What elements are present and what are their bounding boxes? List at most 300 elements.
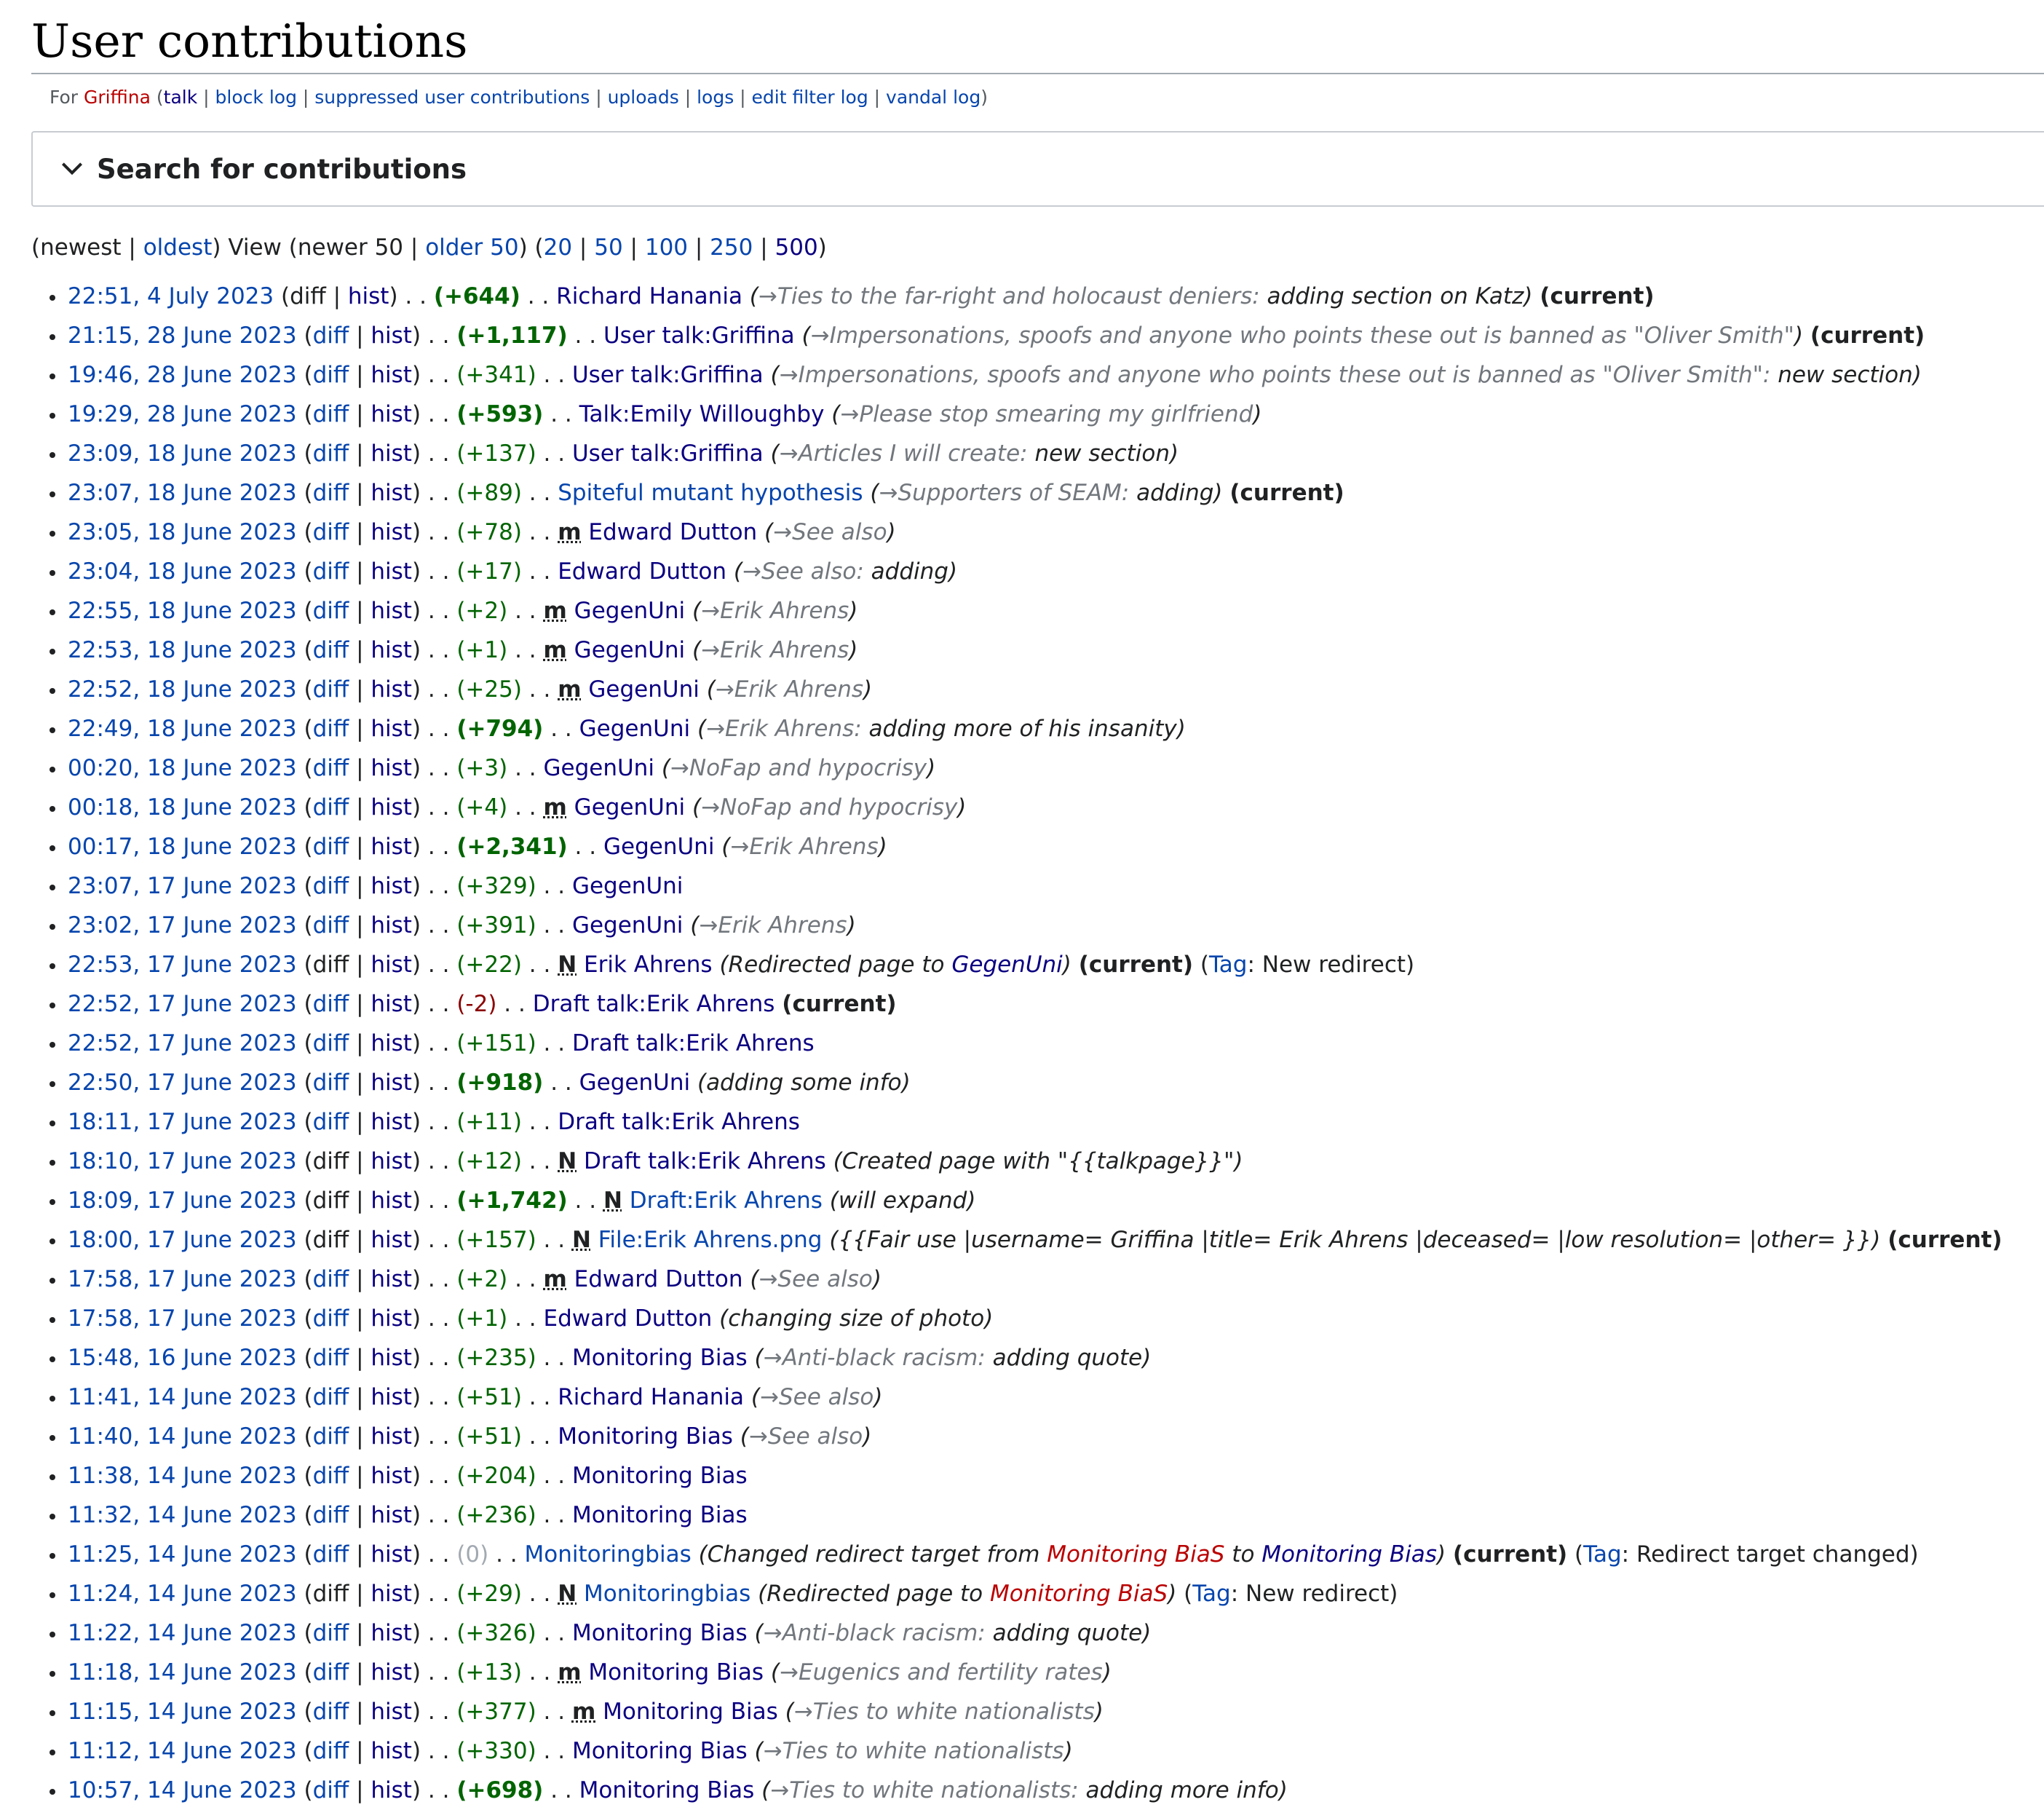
edit-summary: (→NoFap and hypocrisy) (661, 755, 936, 781)
size-change: (+2) (456, 598, 508, 624)
size-change: (+329) (456, 873, 536, 899)
hist-link[interactable]: hist (371, 362, 412, 388)
size-change: (+235) (456, 1345, 536, 1371)
timestamp-link[interactable]: 11:22, 14 June 2023 (68, 1620, 297, 1646)
diff-link[interactable]: diff (312, 440, 349, 467)
hist-link[interactable]: hist (371, 1109, 412, 1135)
search-contributions-toggle[interactable] (31, 131, 2044, 207)
size-change: (+326) (456, 1620, 536, 1646)
hist-link[interactable]: hist (371, 637, 412, 663)
hist-link[interactable]: hist (371, 480, 412, 506)
section-link[interactable]: →Ties to white nationalists (793, 1699, 1095, 1725)
section-link[interactable]: →Impersonations, spoofs and anyone who points these out is banned as "Oliver Smith" (810, 323, 1794, 349)
size-change: (+698) (456, 1777, 544, 1803)
list-item: 22:51, 4 July 2023 (diff | hist) . . (+644) . . Richard Hanania (→Ties to the far-right and holocaust deniers: adding section on Katz) (current) (31, 277, 2044, 316)
page-link[interactable]: GegenUni (571, 873, 684, 899)
hist-link[interactable]: hist (371, 991, 412, 1017)
page-link[interactable]: Monitoring Bias (588, 1659, 764, 1685)
limit-50-link[interactable]: 50 (594, 234, 623, 261)
hist-link[interactable]: hist (371, 1699, 412, 1725)
page-link[interactable]: Talk:Emily Willoughby (579, 401, 825, 427)
edit-summary: (→Eugenics and fertility rates) (770, 1659, 1112, 1685)
redirect-target-link[interactable]: GegenUni (951, 952, 1063, 978)
size-change: (+1) (456, 637, 508, 663)
section-link[interactable]: →Erik Ahrens (715, 676, 864, 703)
current-badge: (current) (1229, 480, 1344, 506)
timestamp-link[interactable]: 22:53, 18 June 2023 (68, 637, 297, 663)
hist-link[interactable]: hist (371, 716, 412, 742)
timestamp-link[interactable]: 22:52, 18 June 2023 (68, 676, 297, 703)
hist-link[interactable]: hist (371, 1541, 412, 1568)
minor-edit-flag: m (558, 519, 582, 545)
page-link[interactable]: Monitoringbias (524, 1541, 692, 1568)
hist-link[interactable]: hist (371, 1777, 412, 1803)
section-link[interactable]: →NoFap and hypocrisy (701, 794, 958, 821)
diff-link[interactable]: diff (312, 716, 349, 742)
page-link[interactable]: GegenUni (588, 676, 700, 703)
diff-link[interactable]: diff (312, 480, 349, 506)
hist-link[interactable]: hist (371, 1502, 412, 1528)
timestamp-link[interactable]: 23:02, 17 June 2023 (68, 912, 297, 938)
hist-link[interactable]: hist (371, 519, 412, 545)
limit-20-link[interactable]: 20 (543, 234, 573, 261)
edit-summary: (→Impersonations, spoofs and anyone who points these out is banned as "Oliver Smith": new section) (770, 362, 1922, 388)
hist-link[interactable]: hist (371, 1305, 412, 1332)
diff-label: diff (312, 952, 349, 978)
timestamp-link[interactable]: 22:51, 4 July 2023 (68, 283, 274, 309)
diff-link[interactable]: diff (312, 1070, 349, 1096)
section-link[interactable]: →Please stop smearing my girlfriend (840, 401, 1253, 427)
list-item: 17:58, 17 June 2023 (diff | hist) . . (+1) . . Edward Dutton (changing size of photo) (31, 1299, 2044, 1338)
edit-summary: (→Anti-black racism: adding quote) (754, 1620, 1152, 1646)
section-link[interactable]: →Impersonations, spoofs and anyone who points these out is banned as "Oliver Smith": (779, 362, 1771, 388)
timestamp-link[interactable]: 11:41, 14 June 2023 (68, 1384, 297, 1410)
logs-link[interactable]: logs (697, 87, 734, 108)
timestamp-link[interactable]: 22:55, 18 June 2023 (68, 598, 297, 624)
newest-label: newest (40, 234, 122, 261)
diff-link[interactable]: diff (312, 912, 349, 938)
hist-link[interactable]: hist (371, 873, 412, 899)
redirect-target-link[interactable]: Monitoring Bias (1261, 1541, 1437, 1568)
section-link[interactable]: →Erik Ahrens (730, 834, 879, 860)
diff-link[interactable]: diff (312, 1423, 349, 1450)
summary-text: adding quote (985, 1620, 1143, 1646)
diff-link[interactable]: diff (312, 1109, 349, 1135)
page-link[interactable]: Spiteful mutant hypothesis (558, 480, 863, 506)
diff-link[interactable]: diff (312, 1266, 349, 1292)
section-link[interactable]: →Erik Ahrens (699, 912, 847, 938)
hist-link[interactable]: hist (371, 323, 412, 349)
page-link[interactable]: File:Erik Ahrens.png (598, 1227, 823, 1253)
timestamp-link[interactable]: 11:15, 14 June 2023 (68, 1699, 297, 1725)
minor-edit-flag: m (543, 598, 567, 624)
current-badge: (current) (1810, 323, 1925, 349)
page-link[interactable]: Draft talk:Erik Ahrens (571, 1030, 815, 1056)
limit-250-link[interactable]: 250 (710, 234, 753, 261)
edit-summary: (→Erik Ahrens) (690, 912, 856, 938)
list-item: 23:09, 18 June 2023 (diff | hist) . . (+137) . . User talk:Griffina (→Articles I will create: new section) (31, 434, 2044, 473)
diff-link[interactable]: diff (312, 637, 349, 663)
page-link[interactable]: GegenUni (574, 794, 686, 821)
page-link[interactable]: Monitoring Bias (571, 1345, 748, 1371)
diff-link[interactable]: diff (312, 1541, 349, 1568)
size-change: (+330) (456, 1738, 536, 1764)
size-change: (+2) (456, 1266, 508, 1292)
timestamp-link[interactable]: 17:58, 17 June 2023 (68, 1266, 297, 1292)
section-link[interactable]: →See also: (742, 558, 864, 585)
current-badge: (current) (782, 991, 897, 1017)
page-link[interactable]: Richard Hanania (558, 1384, 744, 1410)
page-link[interactable]: Draft talk:Erik Ahrens (558, 1109, 800, 1135)
page-link[interactable]: User talk:Griffina (603, 323, 795, 349)
timestamp-link[interactable]: 17:58, 17 June 2023 (68, 1305, 297, 1332)
diff-link[interactable]: diff (312, 1620, 349, 1646)
user-link[interactable]: Griffina (84, 87, 151, 108)
size-change: (+204) (456, 1463, 536, 1489)
view-label: View (228, 234, 282, 261)
page-link[interactable]: Monitoring Bias (571, 1738, 748, 1764)
diff-link[interactable]: diff (312, 1659, 349, 1685)
hist-link[interactable]: hist (371, 1659, 412, 1685)
diff-link[interactable]: diff (312, 558, 349, 585)
diff-link[interactable]: diff (312, 598, 349, 624)
edit-summary: (→Ties to white nationalists) (785, 1699, 1104, 1725)
list-item: 22:49, 18 June 2023 (diff | hist) . . (+794) . . GegenUni (→Erik Ahrens: adding more of his insanity) (31, 709, 2044, 748)
edit-summary: (Redirected page to GegenUni) (719, 952, 1071, 978)
chevron-down-icon (59, 156, 85, 182)
list-item: 11:40, 14 June 2023 (diff | hist) . . (+51) . . Monitoring Bias (→See also) (31, 1417, 2044, 1456)
size-change: (+17) (456, 558, 522, 585)
list-item: 11:24, 14 June 2023 (diff | hist) . . (+29) . . N Monitoringbias (Redirected page to Monitoring BiaS) (Tag: New redirect) (31, 1574, 2044, 1613)
timestamp-link[interactable]: 23:09, 18 June 2023 (68, 440, 297, 467)
diff-link[interactable]: diff (312, 362, 349, 388)
page-link[interactable]: GegenUni (603, 834, 715, 860)
page-link[interactable]: Monitoring Bias (571, 1463, 748, 1489)
timestamp-link[interactable]: 23:05, 18 June 2023 (68, 519, 297, 545)
timestamp-link[interactable]: 11:24, 14 June 2023 (68, 1581, 297, 1607)
page-link[interactable]: Monitoring Bias (579, 1777, 755, 1803)
page-link[interactable]: Monitoring Bias (558, 1423, 733, 1450)
timestamp-link[interactable]: 10:57, 14 June 2023 (68, 1777, 297, 1803)
timestamp-link[interactable]: 18:10, 17 June 2023 (68, 1148, 297, 1174)
current-badge: (current) (1452, 1541, 1568, 1568)
limit-100-link[interactable]: 100 (644, 234, 689, 261)
page-link[interactable]: Draft talk:Erik Ahrens (584, 1148, 826, 1174)
list-item: 22:52, 17 June 2023 (diff | hist) . . (-2) . . Draft talk:Erik Ahrens (current) (31, 984, 2044, 1024)
size-change: (+391) (456, 912, 536, 938)
summary-text: Created page with "{{talkpage}}" (841, 1148, 1235, 1174)
summary-text: Redirected page to (766, 1581, 990, 1607)
edit-summary: (→Erik Ahrens: adding more of his insanity) (697, 716, 1186, 742)
summary-text: adding more of his insanity (861, 716, 1177, 742)
summary-text: adding (1129, 480, 1214, 506)
minor-edit-flag: m (543, 637, 567, 663)
timestamp-link[interactable]: 00:20, 18 June 2023 (68, 755, 297, 781)
diff-link[interactable]: diff (312, 1699, 349, 1725)
list-item: 23:05, 18 June 2023 (diff | hist) . . (+78) . . m Edward Dutton (→See also) (31, 513, 2044, 552)
list-item: 11:22, 14 June 2023 (diff | hist) . . (+326) . . Monitoring Bias (→Anti-black racism: adding quote) (31, 1613, 2044, 1653)
minor-edit-flag: m (543, 794, 567, 821)
size-change: (+1) (456, 1305, 508, 1332)
diff-link[interactable]: diff (312, 1305, 349, 1332)
hist-link[interactable]: hist (371, 1384, 412, 1410)
page-link[interactable]: Edward Dutton (543, 1305, 713, 1332)
tag-name: Redirect target changed (1636, 1541, 1910, 1568)
section-link[interactable]: →NoFap and hypocrisy (670, 755, 927, 781)
hist-link[interactable]: hist (371, 1266, 412, 1292)
search-title: Search for contributions (97, 153, 467, 185)
current-badge: (current) (1887, 1227, 2003, 1253)
talk-link[interactable]: talk (163, 87, 198, 108)
diff-link[interactable]: diff (312, 1384, 349, 1410)
timestamp-link[interactable]: 23:07, 17 June 2023 (68, 873, 297, 899)
diff-link[interactable]: diff (312, 1777, 349, 1803)
hist-link[interactable]: hist (371, 676, 412, 703)
size-change: (+236) (456, 1502, 536, 1528)
size-change: (+89) (456, 480, 522, 506)
section-link[interactable]: →Erik Ahrens (701, 598, 849, 624)
section-link[interactable]: →Ties to the far-right and holocaust deniers: (758, 283, 1260, 309)
timestamp-link[interactable]: 19:46, 28 June 2023 (68, 362, 297, 388)
timestamp-link[interactable]: 11:40, 14 June 2023 (68, 1423, 297, 1450)
section-link[interactable]: →See also (758, 1266, 873, 1292)
new-page-flag: N (603, 1187, 622, 1214)
edit-summary: (→Impersonations, spoofs and anyone who points these out is banned as "Oliver Smith") (801, 323, 1804, 349)
current-badge: (current) (1078, 952, 1194, 978)
timestamp-link[interactable]: 22:52, 17 June 2023 (68, 991, 297, 1017)
hist-link[interactable]: hist (371, 1738, 412, 1764)
timestamp-link[interactable]: 19:29, 28 June 2023 (68, 401, 297, 427)
size-change: (+13) (456, 1659, 522, 1685)
limit-500-link[interactable]: 500 (775, 234, 818, 261)
tag-name: New redirect (1261, 952, 1406, 978)
timestamp-link[interactable]: 18:11, 17 June 2023 (68, 1109, 297, 1135)
list-item: 18:11, 17 June 2023 (diff | hist) . . (+11) . . Draft talk:Erik Ahrens (31, 1102, 2044, 1142)
hist-link[interactable]: hist (371, 598, 412, 624)
summary-text: to (1224, 1541, 1262, 1568)
contributions-list (31, 277, 2044, 1810)
timestamp-link[interactable]: 15:48, 16 June 2023 (68, 1345, 297, 1371)
diff-label: diff (290, 283, 326, 309)
for-label: For (49, 87, 79, 108)
list-item: 18:09, 17 June 2023 (diff | hist) . . (+1,742) . . N Draft:Erik Ahrens (will expand) (31, 1181, 2044, 1220)
list-item: 23:07, 18 June 2023 (diff | hist) . . (+89) . . Spiteful mutant hypothesis (→Supporters of SEAM: adding) (current) (31, 473, 2044, 513)
list-item: 19:29, 28 June 2023 (diff | hist) . . (+593) . . Talk:Emily Willoughby (→Please stop smearing my girlfriend) (31, 395, 2044, 434)
section-link[interactable]: →Eugenics and fertility rates (780, 1659, 1103, 1685)
diff-link[interactable]: diff (312, 1345, 349, 1371)
timestamp-link[interactable]: 23:07, 18 June 2023 (68, 480, 297, 506)
edit-summary: (Created page with "{{talkpage}}") (833, 1148, 1243, 1174)
size-change: (+341) (456, 362, 536, 388)
tag-link[interactable]: Tag (1208, 952, 1248, 978)
edit-summary: (→Ties to white nationalists) (754, 1738, 1073, 1764)
tag-link[interactable]: Tag (1192, 1581, 1231, 1607)
diff-link[interactable]: diff (312, 873, 349, 899)
vandal-log-link[interactable]: vandal log (886, 87, 981, 108)
hist-link[interactable]: hist (371, 794, 412, 821)
hist-link[interactable]: hist (371, 912, 412, 938)
hist-link[interactable]: hist (371, 755, 412, 781)
hist-link[interactable]: hist (371, 1581, 412, 1607)
page-link[interactable]: Monitoring Bias (603, 1699, 778, 1725)
size-change: (+644) (433, 283, 520, 309)
section-link[interactable]: →Supporters of SEAM: (879, 480, 1130, 506)
section-link[interactable]: →See also (748, 1423, 863, 1450)
timestamp-link[interactable]: 22:53, 17 June 2023 (68, 952, 297, 978)
hist-link[interactable]: hist (371, 1463, 412, 1489)
new-page-flag: N (558, 1148, 577, 1174)
page-link[interactable]: Richard Hanania (556, 283, 742, 309)
page-link[interactable]: Edward Dutton (574, 1266, 743, 1292)
list-item: 00:17, 18 June 2023 (diff | hist) . . (+2,341) . . GegenUni (→Erik Ahrens) (31, 827, 2044, 866)
page-link[interactable]: GegenUni (571, 912, 684, 938)
section-link[interactable]: →Anti-black racism: (763, 1345, 986, 1371)
size-change: (+51) (456, 1423, 522, 1450)
diff-link[interactable]: diff (312, 1738, 349, 1764)
size-change: (+3) (456, 755, 508, 781)
page-link[interactable]: User talk:Griffina (571, 362, 764, 388)
diff-link[interactable]: diff (312, 323, 349, 349)
hist-link[interactable]: hist (371, 1345, 412, 1371)
list-item: 11:12, 14 June 2023 (diff | hist) . . (+330) . . Monitoring Bias (→Ties to white nationalists) (31, 1731, 2044, 1771)
diff-link[interactable]: diff (312, 991, 349, 1017)
page-link[interactable]: GegenUni (574, 598, 686, 624)
timestamp-link[interactable]: 23:04, 18 June 2023 (68, 558, 297, 585)
diff-link[interactable]: diff (312, 794, 349, 821)
edit-summary: (→See also) (750, 1266, 882, 1292)
timestamp-link[interactable]: 00:17, 18 June 2023 (68, 834, 297, 860)
hist-link[interactable]: hist (371, 1423, 412, 1450)
timestamp-link[interactable]: 11:18, 14 June 2023 (68, 1659, 297, 1685)
page-link[interactable]: Draft talk:Erik Ahrens (532, 991, 775, 1017)
section-link[interactable]: →Ties to white nationalists: (770, 1777, 1079, 1803)
hist-link[interactable]: hist (371, 1030, 412, 1056)
hist-link[interactable]: hist (371, 1070, 412, 1096)
hist-link[interactable]: hist (371, 1148, 412, 1174)
list-item: 18:10, 17 June 2023 (diff | hist) . . (+12) . . N Draft talk:Erik Ahrens (Created page with "{{talkpage}}") (31, 1142, 2044, 1181)
redirect-target-link[interactable]: Monitoring BiaS (1047, 1541, 1225, 1568)
hist-link[interactable]: hist (371, 952, 412, 978)
section-link[interactable]: →See also (759, 1384, 874, 1410)
page-link[interactable]: Draft:Erik Ahrens (629, 1187, 823, 1214)
summary-text: will expand (838, 1187, 967, 1214)
size-change: (+157) (456, 1227, 536, 1253)
diff-link[interactable]: diff (312, 1463, 349, 1489)
size-change: (+4) (456, 794, 508, 821)
size-change: (+1,742) (456, 1187, 568, 1214)
uploads-link[interactable]: uploads (607, 87, 679, 108)
size-change: (+2,341) (456, 834, 568, 860)
diff-link[interactable]: diff (312, 755, 349, 781)
size-change: (+593) (456, 401, 544, 427)
older-link[interactable]: older 50 (425, 234, 519, 261)
diff-link[interactable]: diff (312, 834, 349, 860)
section-link[interactable]: →Articles I will create: (779, 440, 1028, 467)
timestamp-link[interactable]: 18:09, 17 June 2023 (68, 1187, 297, 1214)
hist-link[interactable]: hist (371, 834, 412, 860)
timestamp-link[interactable]: 11:32, 14 June 2023 (68, 1502, 297, 1528)
redirect-target-link[interactable]: Monitoring BiaS (990, 1581, 1168, 1607)
size-change: (+137) (456, 440, 536, 467)
hist-link[interactable]: hist (371, 1227, 412, 1253)
summary-text: Redirected page to (728, 952, 952, 978)
page-link[interactable]: Monitoring Bias (571, 1620, 748, 1646)
diff-link[interactable]: diff (312, 676, 349, 703)
timestamp-link[interactable]: 21:15, 28 June 2023 (68, 323, 297, 349)
hist-link[interactable]: hist (371, 1187, 412, 1214)
section-link[interactable]: →Anti-black racism: (763, 1620, 986, 1646)
page-link[interactable]: GegenUni (579, 1070, 691, 1096)
edit-summary: (will expand) (829, 1187, 976, 1214)
section-link[interactable]: →Ties to white nationalists (763, 1738, 1064, 1764)
timestamp-link[interactable]: 22:50, 17 June 2023 (68, 1070, 297, 1096)
edit-summary: (Changed redirect target from Monitoring BiaS to Monitoring Bias) (698, 1541, 1446, 1568)
page-link[interactable]: GegenUni (574, 637, 686, 663)
page-link[interactable]: Monitoring Bias (571, 1502, 748, 1528)
list-item: 11:25, 14 June 2023 (diff | hist) . . (0) . . Monitoringbias (Changed redirect target from Monitoring BiaS to Monitoring Bias) (current) (Tag: Redirect target changed) (31, 1535, 2044, 1574)
section-link[interactable]: →Erik Ahrens (701, 637, 849, 663)
page-link[interactable]: GegenUni (579, 716, 691, 742)
current-badge: (current) (1540, 283, 1655, 309)
timestamp-link[interactable]: 22:52, 17 June 2023 (68, 1030, 297, 1056)
edit-summary: (adding some info) (697, 1070, 911, 1096)
oldest-link[interactable]: oldest (143, 234, 213, 261)
timestamp-link[interactable]: 11:38, 14 June 2023 (68, 1463, 297, 1489)
list-item: 00:20, 18 June 2023 (diff | hist) . . (+3) . . GegenUni (→NoFap and hypocrisy) (31, 748, 2044, 788)
hist-link[interactable]: hist (347, 283, 389, 309)
page-link[interactable]: User talk:Griffina (571, 440, 764, 467)
edit-summary: (→Anti-black racism: adding quote) (754, 1345, 1152, 1371)
suppressed-contributions-link[interactable]: suppressed user contributions (314, 87, 590, 108)
timestamp-link[interactable]: 18:00, 17 June 2023 (68, 1227, 297, 1253)
hist-link[interactable]: hist (371, 401, 412, 427)
diff-link[interactable]: diff (312, 519, 349, 545)
size-change: (+918) (456, 1070, 544, 1096)
edit-filter-log-link[interactable]: edit filter log (751, 87, 868, 108)
timestamp-link[interactable]: 11:25, 14 June 2023 (68, 1541, 297, 1568)
timestamp-link[interactable]: 11:12, 14 June 2023 (68, 1738, 297, 1764)
newer-label: newer 50 (297, 234, 404, 261)
page-link[interactable]: Monitoringbias (584, 1581, 751, 1607)
diff-link[interactable]: diff (312, 401, 349, 427)
hist-link[interactable]: hist (371, 1620, 412, 1646)
diff-link[interactable]: diff (312, 1502, 349, 1528)
diff-link[interactable]: diff (312, 1030, 349, 1056)
size-change: (+78) (456, 519, 522, 545)
timestamp-link[interactable]: 22:49, 18 June 2023 (68, 716, 297, 742)
minor-edit-flag: m (571, 1699, 596, 1725)
hist-link[interactable]: hist (371, 558, 412, 585)
hist-link[interactable]: hist (371, 440, 412, 467)
tag-link[interactable]: Tag (1583, 1541, 1622, 1568)
edit-summary: (Redirected page to Monitoring BiaS) (758, 1581, 1177, 1607)
section-link[interactable]: →Erik Ahrens: (706, 716, 862, 742)
page-link[interactable]: Erik Ahrens (584, 952, 713, 978)
tag-name: New redirect (1245, 1581, 1390, 1607)
list-item: 15:48, 16 June 2023 (diff | hist) . . (+235) . . Monitoring Bias (→Anti-black racism: adding quote) (31, 1338, 2044, 1378)
summary-text: adding section on Katz (1259, 283, 1524, 309)
edit-summary: (→Ties to white nationalists: adding more info) (761, 1777, 1288, 1803)
edit-summary: (→See also) (750, 1384, 883, 1410)
page-link[interactable]: GegenUni (543, 755, 654, 781)
list-item: 23:07, 17 June 2023 (diff | hist) . . (+329) . . GegenUni (31, 866, 2044, 906)
section-link[interactable]: →See also (773, 519, 887, 545)
size-change: (+51) (456, 1384, 522, 1410)
page-link[interactable]: Edward Dutton (588, 519, 758, 545)
block-log-link[interactable]: block log (215, 87, 297, 108)
timestamp-link[interactable]: 00:18, 18 June 2023 (68, 794, 297, 821)
page-link[interactable]: Edward Dutton (558, 558, 727, 585)
